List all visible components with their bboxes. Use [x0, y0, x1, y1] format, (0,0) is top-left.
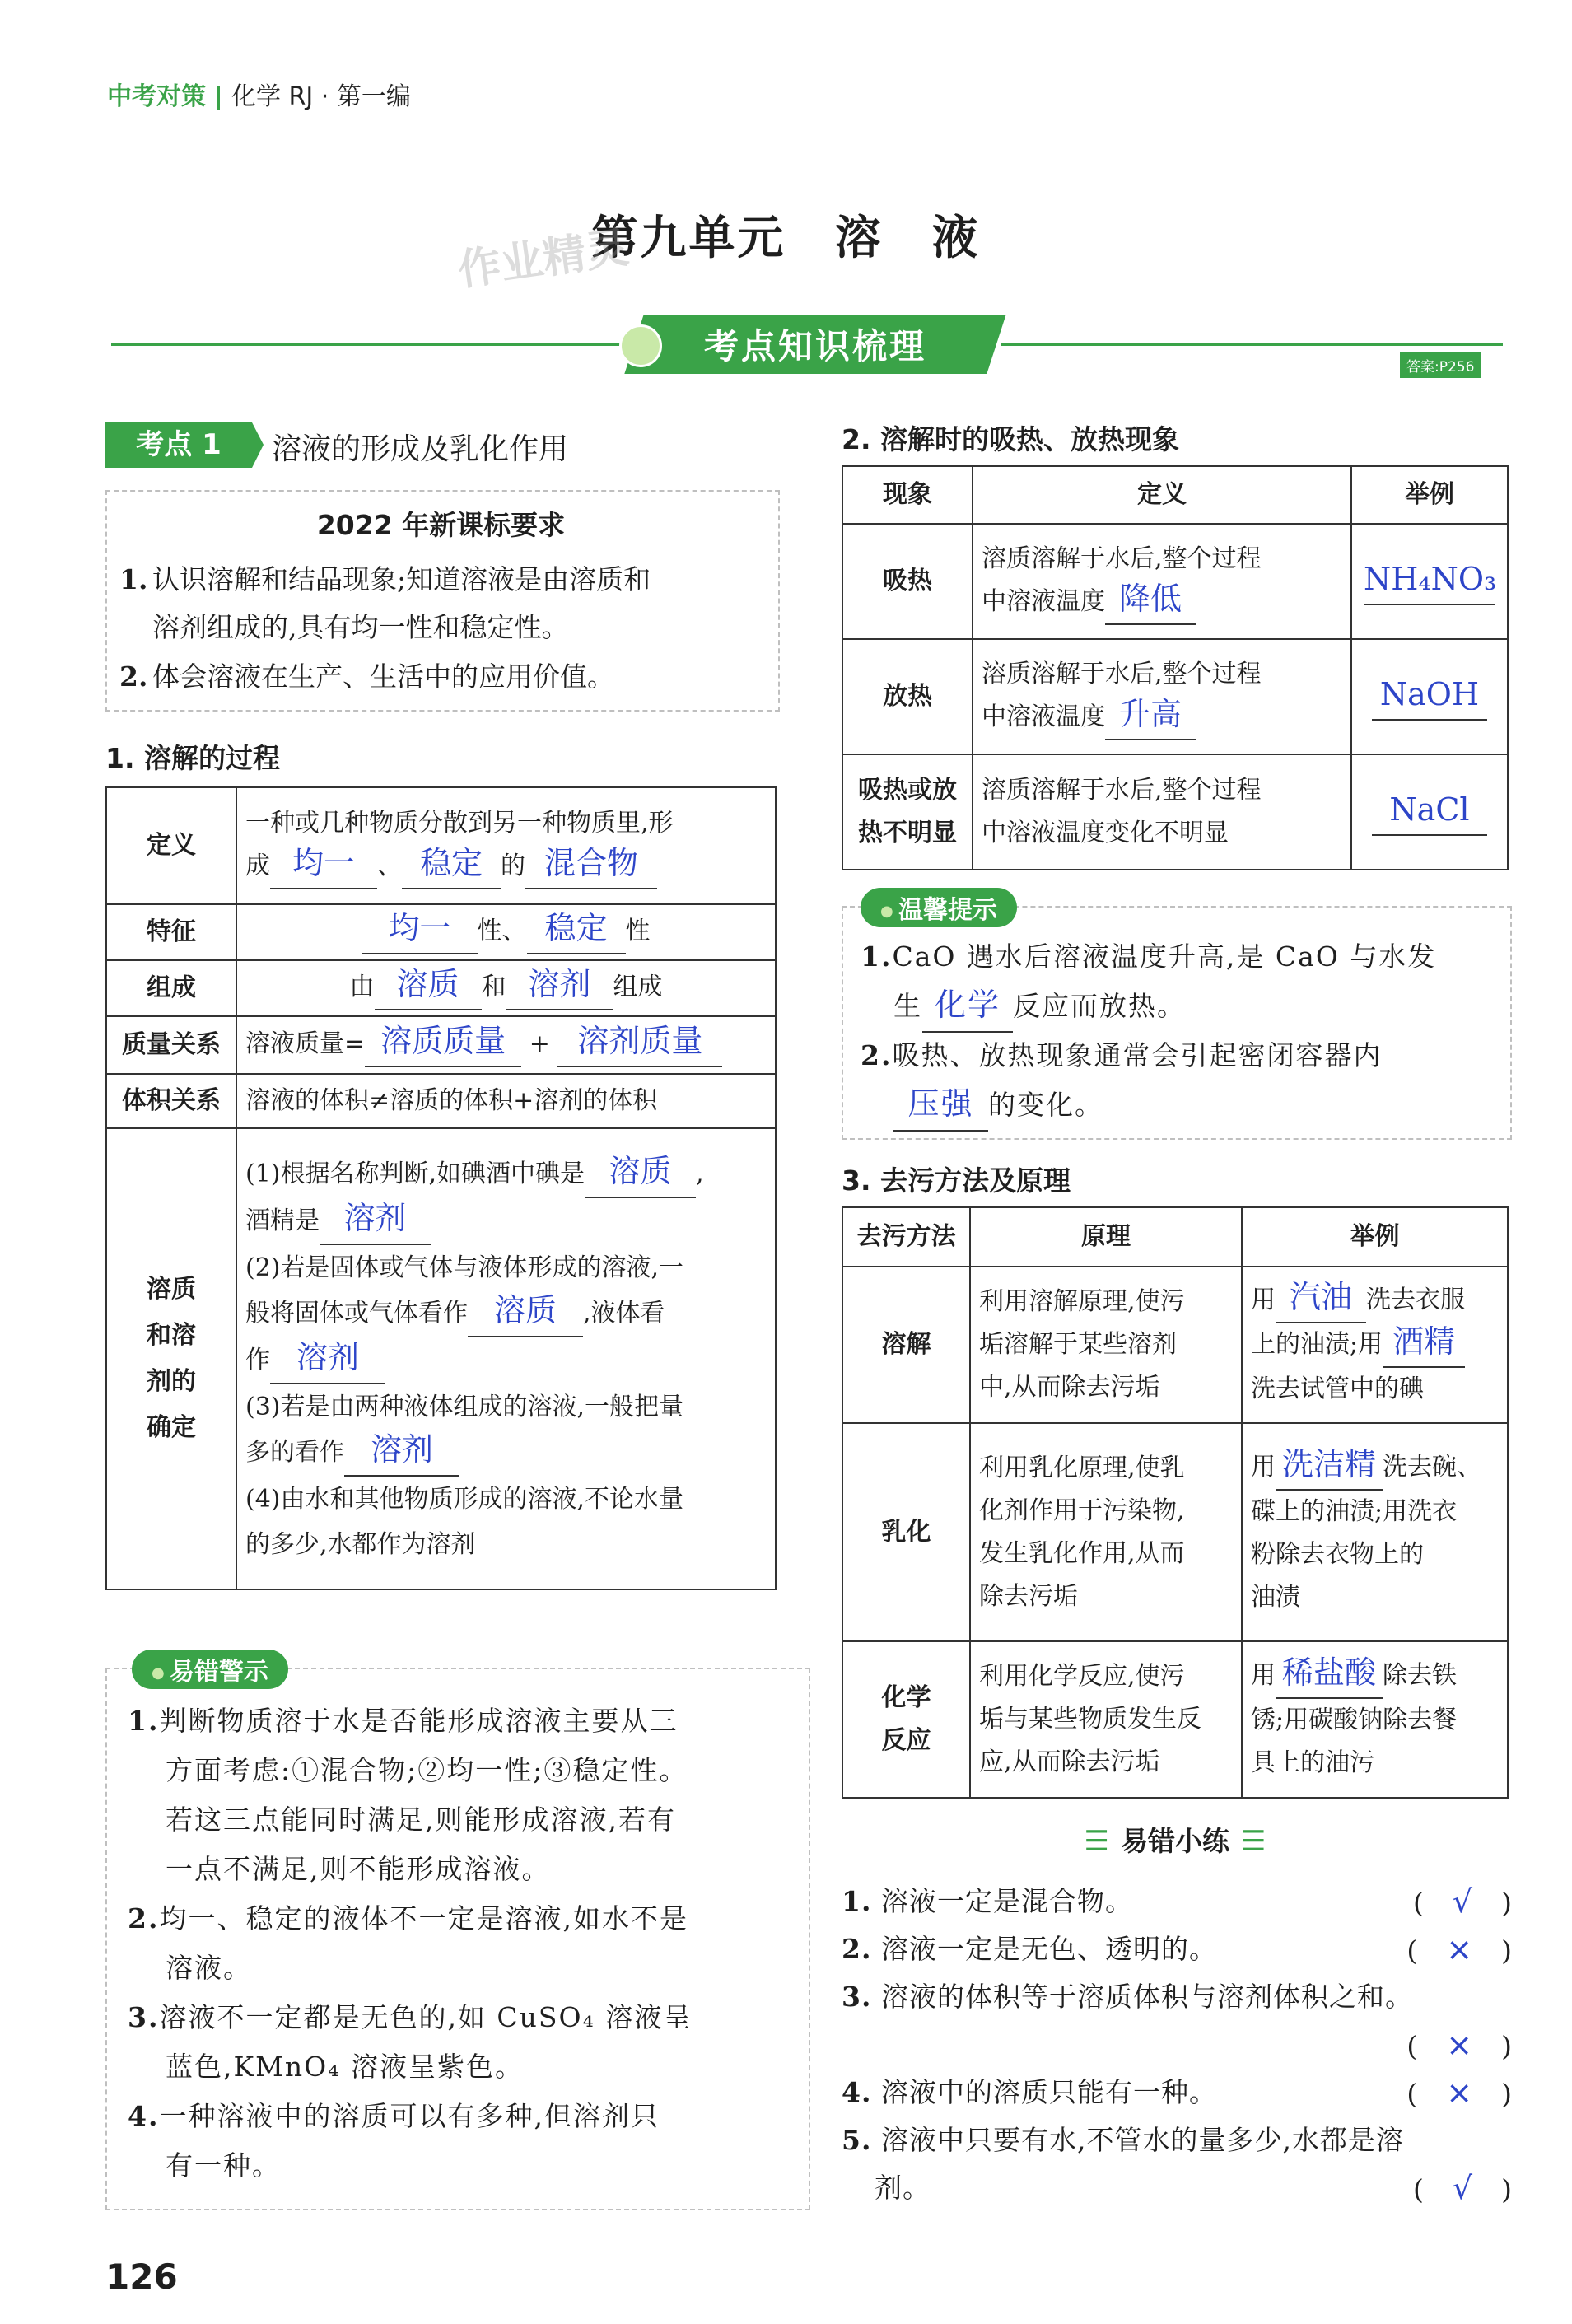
table-row: 吸热 溶质溶解于水后,整个过程 中溶液温度 降低 NH₄NO₃	[842, 524, 1508, 639]
practice-title: ☰ 易错小练 ☰	[1084, 1825, 1266, 1858]
page-number: 126	[105, 2256, 178, 2297]
heat-heading: 2. 溶解时的吸热、放热现象	[842, 423, 1179, 455]
table-row: 去污方法 原理 举例	[842, 1207, 1508, 1267]
error-warning-item: 3.溶液不一定都是无色的,如 CuSO₄ 溶液呈 蓝色,KMnO₄ 溶液呈紫色。	[128, 2001, 693, 2083]
table-row: 特征 均一 性、 稳定 性	[106, 904, 776, 960]
warm-tip-item: 1.CaO 遇水后溶液温度升高,是 CaO 与水发 生 化学 反应而放热。	[861, 932, 1507, 1033]
error-warning-item: 1.判断物质溶于水是否能形成溶液主要从三 方面考虑:①混合物;②均一性;③稳定性。 若这三点能同时满足,则能形成溶液,若有 一点不满足,则不能形成溶液。	[128, 1705, 688, 1885]
warm-tip-item: 2.吸热、放热现象通常会引起密闭容器内 压强 的变化。	[861, 1031, 1507, 1132]
unit-title: 第九单元 溶 液	[591, 212, 981, 265]
cleaning-table	[842, 1206, 1509, 1799]
error-warning-badge: ● 易错警示	[132, 1650, 288, 1689]
kaodian-title: 溶液的形成及乳化作用	[272, 432, 569, 466]
series-name: 中考对策	[107, 82, 206, 111]
practice-item: 2. 溶液一定是无色、透明的。 ( × )	[842, 1931, 1513, 1967]
cleaning-heading: 3. 去污方法及原理	[842, 1164, 1071, 1197]
practice-item: 1. 溶液一定是混合物。 ( √ )	[842, 1883, 1513, 1920]
subject-name: 化学 RJ · 第一编	[231, 82, 411, 111]
standard-title: 2022 年新课标要求	[316, 509, 566, 541]
dissolve-process-heading: 1. 溶解的过程	[105, 742, 280, 774]
warm-tip-badge: ● 温馨提示	[861, 888, 1017, 927]
table-row: 化学 反应 利用化学反应,使污 垢与某些物质发生反 应,从而除去污垢 用 稀盐酸 除去铁 锈;用碳酸钠除去餐 具上的油污	[842, 1641, 1508, 1798]
error-warning-item: 2.均一、稳定的液体不一定是溶液,如水不是 溶液。	[128, 1902, 688, 1984]
table-row: 放热 溶质溶解于水后,整个过程 中溶液温度 升高 NaOH	[842, 639, 1508, 754]
kaodian-badge: 考点 1	[105, 422, 252, 468]
table-row: 质量关系 溶液质量= 溶质质量 + 溶剂质量	[106, 1016, 776, 1074]
page-header	[107, 76, 411, 112]
watermark: 作业精灵	[455, 222, 632, 296]
dissolve-process-table	[105, 786, 777, 1590]
practice-item: 4. 溶液中的溶质只能有一种。 ( × )	[842, 2074, 1513, 2111]
heat-table	[842, 465, 1509, 870]
table-row: 溶质 和溶 剂的 确定 (1)根据名称判断,如碘酒中碘是 溶质 , 酒精是 溶剂 (2)若是固体或气体与液体形成的溶液,一 般将固体或气体看作 溶质 ,液体看 作 溶剂 (3)若是由两种液体组成的溶液,一般把量 多的看作 溶剂 (4)由水和其他物质形成的溶液,不论水量 的多少,水都作为溶剂	[106, 1128, 776, 1589]
answer-reference: 答案:P256	[1400, 352, 1481, 378]
practice-item: 5. 溶液中只要有水,不管水的量多少,水都是溶 剂。 ( √ )	[842, 2124, 1513, 2206]
table-row: 现象 定义 举例	[842, 466, 1508, 524]
section-banner: 考点知识梳理	[703, 326, 926, 366]
practice-item: 3. 溶液的体积等于溶质体积与溶剂体积之和。 ( × )	[842, 1981, 1513, 2063]
table-row: 定义 一种或几种物质分散到另一种物质里,形 成 均一 、 稳定 的 混合物	[106, 787, 776, 904]
table-row: 溶解 利用溶解原理,使污 垢溶解于某些溶剂 中,从而除去污垢 用 汽油 洗去衣服 上的油渍;用 酒精 洗去试管中的碘	[842, 1267, 1508, 1423]
table-row: 体积关系 溶液的体积≠溶质的体积+溶剂的体积	[106, 1074, 776, 1128]
table-row: 吸热或放 热不明显 溶质溶解于水后,整个过程 中溶液温度变化不明显 NaCl	[842, 754, 1508, 870]
error-warning-item: 4.一种溶液中的溶质可以有多种,但溶剂只 有一种。	[128, 2100, 660, 2182]
table-row: 乳化 利用乳化原理,使乳 化剂作用于污染物, 发生乳化作用,从而 除去污垢 用 洗洁精 洗去碗、 碟上的油渍;用洗衣 粉除去衣物上的 油渍	[842, 1423, 1508, 1641]
standard-item: 2. 体会溶液在生产、生活中的应用价值。	[119, 660, 614, 693]
standard-item: 1. 认识溶解和结晶现象;知道溶液是由溶质和 溶剂组成的,具有均一性和稳定性。	[119, 563, 651, 643]
table-row: 组成 由 溶质 和 溶剂 组成	[106, 960, 776, 1016]
